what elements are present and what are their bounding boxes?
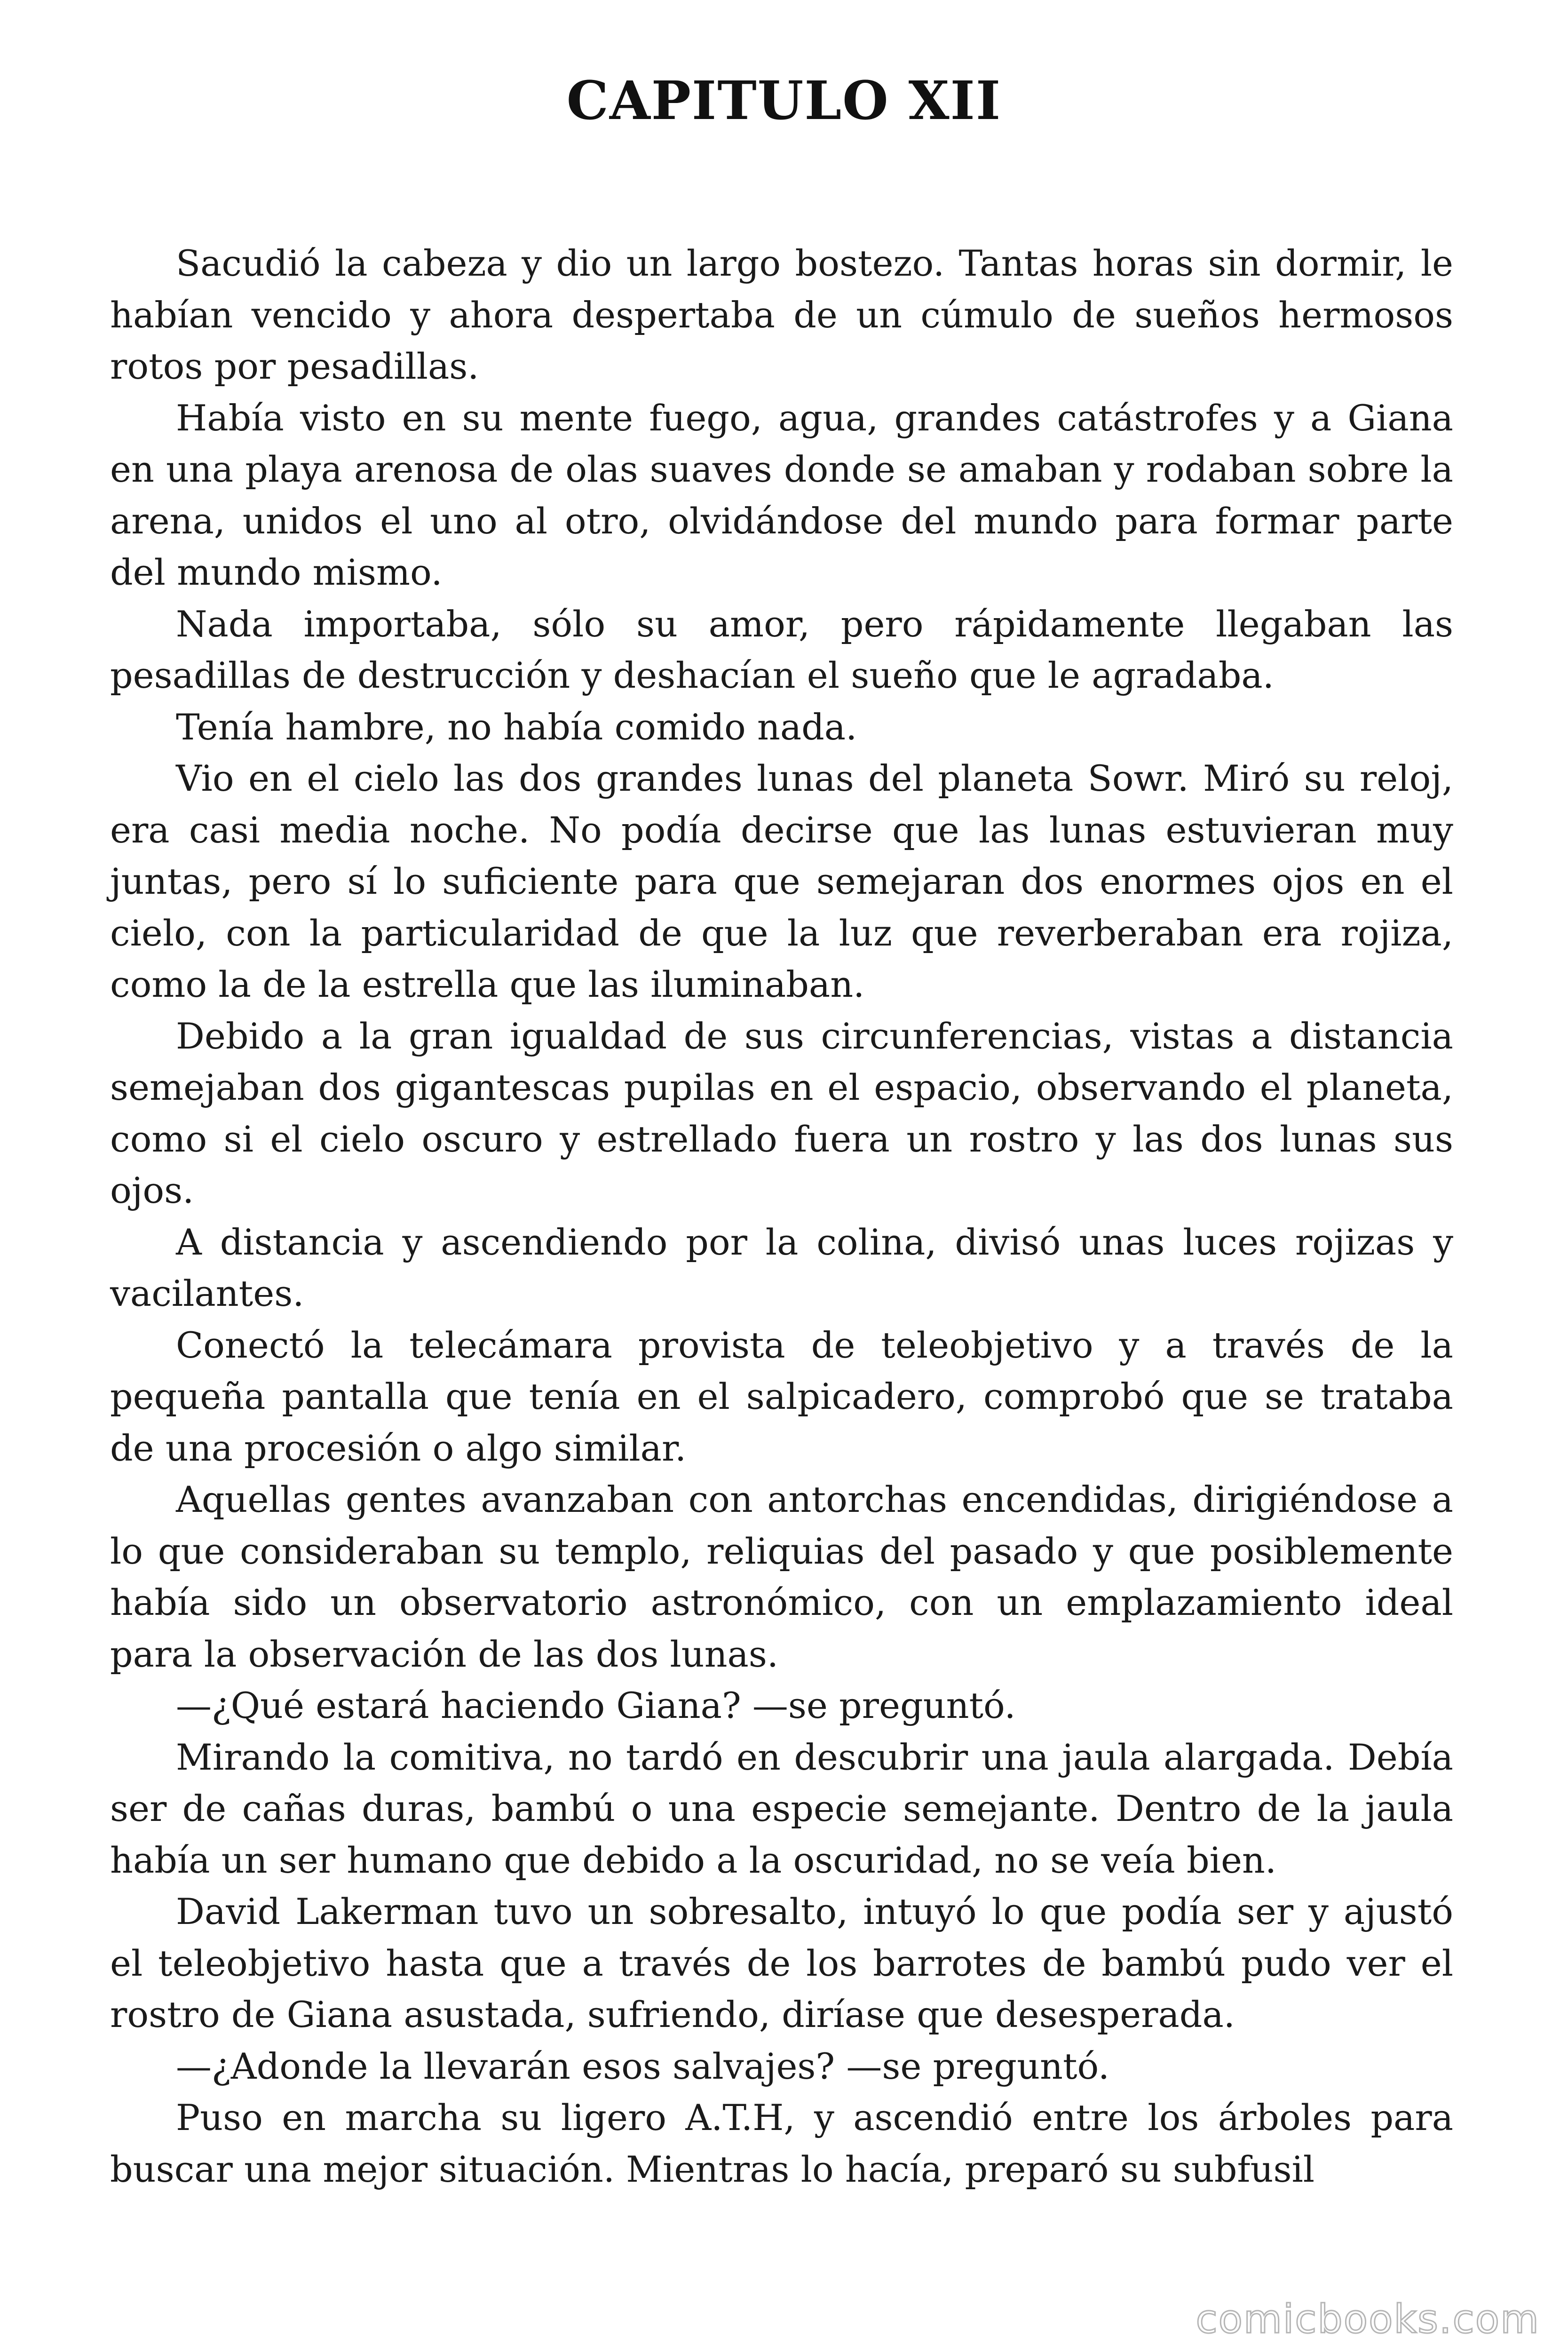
paragraph: Había visto en su mente fuego, agua, grandes catástrofes y a Giana en una playa arenosa de olas suaves donde se amaban y rodaban sobre la arena, unidos el uno al otro, olvidándose del mundo para formar parte del mundo mismo. [110, 397, 1453, 593]
chapter-body [110, 238, 1453, 2195]
paragraph: Nada importaba, sólo su amor, pero rápidamente llegaban las pesadillas de destrucción y deshacían el sueño que le agradaba. [110, 603, 1453, 696]
paragraph: Mirando la comitiva, no tardó en descubrir una jaula alargada. Debía ser de cañas duras, bambú o una especie semejante. Dentro de la jaula había un ser humano que debido a la oscuridad, no se veía bien. [110, 1736, 1453, 1881]
paragraph: Sacudió la cabeza y dio un largo bostezo. Tantas horas sin dormir, le habían vencido y ahora despertaba de un cúmulo de sueños hermosos rotos por pesadillas. [110, 242, 1453, 387]
paragraph: Tenía hambre, no había comido nada. [176, 706, 857, 748]
paragraph: —¿Adonde la llevarán esos salvajes? —se preguntó. [176, 2045, 1110, 2087]
paragraph: Aquellas gentes avanzaban con antorchas encendidas, dirigiéndose a lo que consideraban su templo, reliquias del pasado y que posiblemente había sido un observatorio astronómico, con un emplazamiento ideal para la observación de las dos lunas. [110, 1478, 1453, 1675]
chapter-title: CAPITULO XII [566, 70, 1002, 132]
paragraph: Debido a la gran igualdad de sus circunferencias, vistas a distancia semejaban dos gigantescas pupilas en el espacio, observando el planeta, como si el cielo oscuro y estrellado fuera un rostro y las dos lunas sus ojos. [110, 1015, 1453, 1211]
paragraph: A distancia y ascendiendo por la colina, divisó unas luces rojizas y vacilantes. [110, 1221, 1453, 1314]
watermark: comicbooks.com [1196, 2296, 1540, 2342]
paragraph: —¿Qué estará haciendo Giana? —se preguntó. [176, 1685, 1016, 1726]
paragraph: Conectó la telecámara provista de teleobjetivo y a través de la pequeña pantalla que tenía en el salpicadero, comprobó que se trataba de una procesión o algo similar. [110, 1324, 1453, 1469]
paragraph: Puso en marcha su ligero A.T.H, y ascendió entre los árboles para buscar una mejor situación. Mientras lo hacía, preparó su subfusil [110, 2097, 1453, 2190]
paragraph: Vio en el cielo las dos grandes lunas del planeta Sowr. Miró su reloj, era casi media noche. No podía decirse que las lunas estuvieran muy juntas, pero sí lo suficiente para que semejaran dos enormes ojos en el cielo, con la particularidad de que la luz que reverberaban era rojiza, como la de la estrella que las iluminaban. [110, 757, 1453, 1005]
paragraph: David Lakerman tuvo un sobresalto, intuyó lo que podía ser y ajustó el teleobjetivo hasta que a través de los barrotes de bambú pudo ver el rostro de Giana asustada, sufriendo, diríase que desesperada. [110, 1891, 1453, 2035]
